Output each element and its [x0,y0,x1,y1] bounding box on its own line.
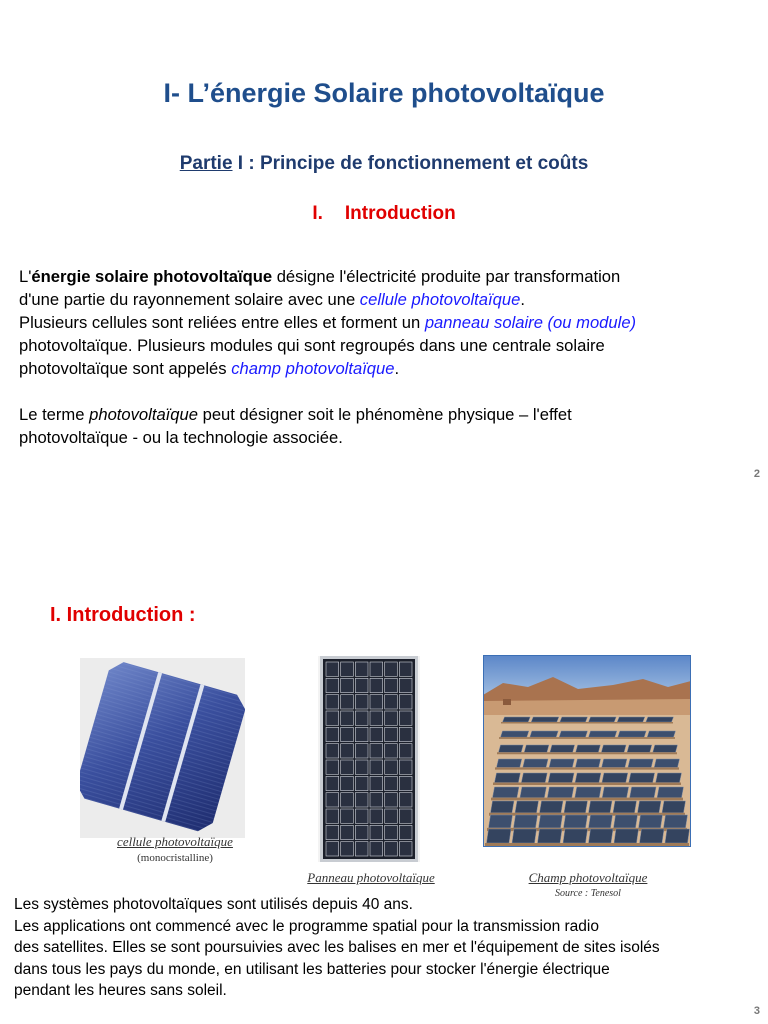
bold-term: énergie solaire photovoltaïque [31,267,273,286]
body-line: des satellites. Elles se sont poursuivies avec les balises en mer et l'équipement de sites isolés [14,939,660,956]
text: photovoltaïque sont appelés [19,359,232,378]
subtitle-text: I : Principe de fonctionnement et coûts [232,153,589,174]
page-number: 2 [753,468,760,480]
body-line: Les systèmes photovoltaïques sont utilisés depuis 40 ans. [14,896,413,913]
field-source: Source : Tenesol [555,888,621,899]
field-caption: Champ photovoltaïque [528,870,648,885]
body-line: Les applications ont commencé avec le programme spatial pour la transmission radio [14,917,599,935]
para-line [19,311,759,334]
link-champ[interactable]: champ photovoltaïque [231,359,395,378]
text: Plusieurs cellules sont reliées entre elles et forment un [19,313,425,332]
cell-caption: cellule photovoltaïque [117,834,233,849]
spacer [19,380,759,403]
text: peut désigner soit le phénomène physique – l'effet [197,405,572,424]
para-line [19,403,759,426]
para-line: photovoltaïque. Plusieurs modules qui sont regroupés dans une centrale solaire [19,336,605,355]
solar-cell-image [80,658,245,838]
text: L' [19,267,32,286]
para-line [19,288,759,311]
panel-caption: Panneau photovoltaïque [307,870,435,885]
page-title: I- L’énergie Solaire photovoltaïque [163,78,605,108]
section-number: I. [312,203,323,224]
para-line: photovoltaïque - ou la technologie associée. [19,428,343,447]
solar-panel-image [318,656,420,862]
text: . [520,290,525,309]
para-line [19,265,759,288]
link-panneau[interactable]: panneau solaire (ou module) [424,313,637,332]
text: . [394,359,400,378]
body-line: dans tous les pays du monde, en utilisant les batteries pour stocker l'énergie électrique [14,960,610,978]
italic-term: photovoltaïque [89,405,198,424]
para-line [19,357,759,380]
link-cellule[interactable]: cellule photovoltaïque [359,290,521,309]
solar-field-image [483,655,691,847]
part-subtitle [0,153,768,175]
cell-sub-caption: (monocristalline) [137,852,213,864]
body-line: pendant les heures sans soleil. [14,982,227,999]
intro-paragraph [19,265,759,449]
text: désigne l'électricité produite par transformation [272,267,621,286]
page-number: 3 [753,1005,760,1017]
section-heading-introduction-2: I. Introduction : [50,604,196,626]
partie-label: Partie [179,153,233,174]
section-heading-introduction [0,203,768,225]
section-title: Introduction [344,203,456,224]
body-paragraph [14,894,759,1002]
text: d'une partie du rayonnement solaire avec une [19,290,360,309]
text: Le terme [19,405,90,424]
